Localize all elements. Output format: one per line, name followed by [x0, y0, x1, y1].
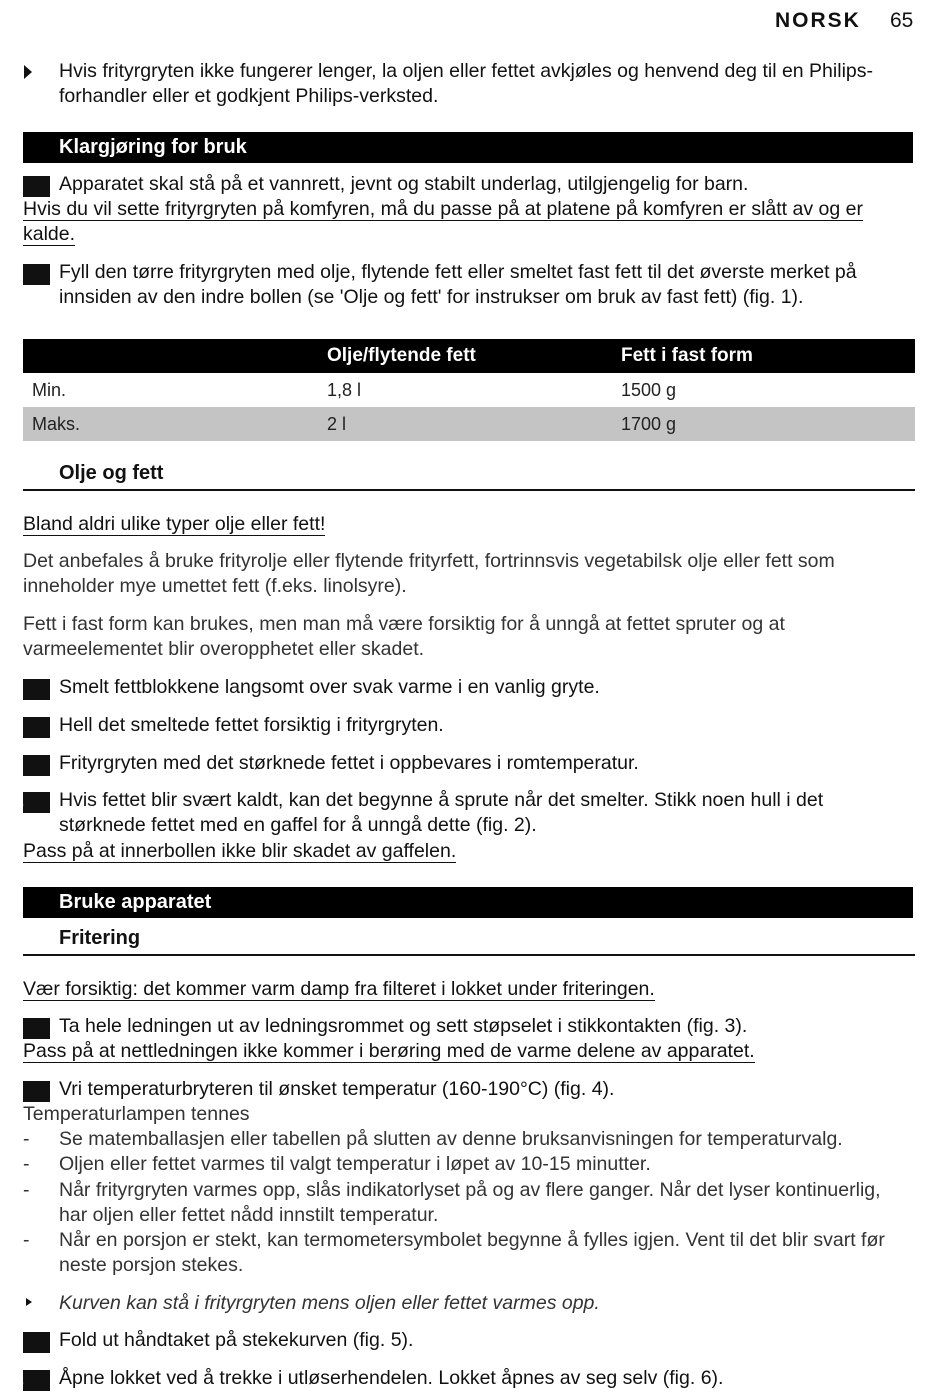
tip-icon: [26, 1298, 32, 1306]
bullet-icon: [24, 65, 32, 79]
step-number: 2: [23, 717, 50, 738]
page-number: 65: [890, 9, 914, 32]
section-heading-use: Bruke apparatet: [23, 887, 913, 918]
table-cell: 1,8 l: [327, 380, 362, 400]
step-text: Åpne lokket ved å trekke i utløserhendelen. Lokket åpnes av seg selv (fig. 6).: [59, 1367, 724, 1389]
warning-stove: Hvis du vil sette frityrgryten på komfyren, må du passe på at platene på komfyren er slått av og er kalde.: [23, 198, 863, 245]
warning-steam: Vær forsiktig: det kommer varm damp fra filteret i lokket under friteringen.: [23, 978, 655, 1000]
table-header-row: [23, 339, 915, 373]
step-number: 4: [23, 792, 50, 813]
use-step-2: [13, 1077, 913, 1102]
step-text: Hell det smeltede fettet forsiktig i frityrgryten.: [59, 714, 444, 736]
heading-rule: [23, 954, 915, 956]
step-text: Ta hele ledningen ut av ledningsrommet og sett støpselet i stikkontakten (fig. 3).: [59, 1015, 748, 1037]
table-cell: Min.: [32, 380, 67, 400]
use-step-1: [13, 1014, 913, 1039]
table-header-cell: Fett i fast form: [621, 345, 753, 366]
step-number: 2: [23, 264, 50, 285]
dash-item: Se matemballasjen eller tabellen på slutten av denne bruksanvisningen for temperaturvalg.: [59, 1128, 843, 1150]
step-number: 2: [23, 1081, 50, 1102]
dash-marker: -: [23, 1229, 30, 1251]
step-number: 3: [23, 755, 50, 776]
oil-quantity-table: [23, 339, 915, 441]
table-cell: Maks.: [32, 414, 81, 434]
subheading-oil-fat: Olje og fett: [59, 462, 164, 484]
step-number: 1: [23, 1018, 50, 1039]
fat-step-4: [13, 788, 913, 838]
fat-step-2: [13, 713, 913, 738]
use-step-4: [13, 1366, 913, 1391]
step-number: 4: [23, 1370, 50, 1391]
table-row: [23, 407, 915, 441]
table-cell: 2 l: [327, 414, 347, 434]
dash-marker: -: [23, 1153, 30, 1175]
intro-bullet-text: Hvis frityrgryten ikke fungerer lenger, la oljen eller fettet avkjøles og henvend deg til en Philips-forhandler eller et godkjent Philips-verksted.: [59, 60, 873, 107]
table-cell: 1500 g: [621, 380, 677, 400]
warning-fork: Pass på at innerbollen ikke blir skadet av gaffelen.: [23, 840, 457, 862]
section-heading-preparation: Klargjøring for bruk: [23, 132, 913, 163]
step-text: Hvis fettet blir svært kaldt, kan det begynne å sprute når det smelter. Stikk noen hull i det størknede fettet med en gaffel for å unngå dette (fig. 2).: [59, 789, 824, 836]
warning-cord: Pass på at nettledningen ikke kommer i berøring med de varme delene av apparatet.: [23, 1040, 755, 1062]
dash-item: Oljen eller fettet varmes til valgt temperatur i løpet av 10-15 minutter.: [59, 1153, 651, 1175]
prep-step-1: [13, 172, 913, 197]
step-number: 1: [23, 176, 50, 197]
step-text: Apparatet skal stå på et vannrett, jevnt og stabilt underlag, utilgjengelig for barn.: [59, 173, 749, 195]
step-text: Smelt fettblokkene langsomt over svak varme i en vanlig gryte.: [59, 676, 600, 698]
step-number: 3: [23, 1332, 50, 1353]
dash-marker: -: [23, 1179, 30, 1201]
warning-mix: Bland aldri ulike typer olje eller fett!: [23, 513, 326, 535]
step-text: Fold ut håndtaket på stekekurven (fig. 5).: [59, 1329, 414, 1351]
table-header-cell: Olje/flytende fett: [327, 345, 476, 366]
dash-item: Når frityrgryten varmes opp, slås indikatorlyset på og av flere ganger. Når det lyser kontinuerlig, har oljen eller fettet nådd innstilt temperatur.: [59, 1179, 881, 1226]
lamp-text: Temperaturlampen tennes: [23, 1103, 250, 1125]
dash-marker: -: [23, 1128, 30, 1150]
paragraph-solid-fat: Fett i fast form kan brukes, men man må være forsiktig for å unngå at fettet spruter og at varmeelementet blir overopphetet eller skadet.: [23, 613, 785, 660]
heading-rule: [23, 489, 915, 491]
tip-text: Kurven kan stå i frityrgryten mens oljen eller fettet varmes opp.: [59, 1292, 600, 1314]
step-text: Frityrgryten med det størknede fettet i oppbevares i romtemperatur.: [59, 752, 639, 774]
table-cell: 1700 g: [621, 414, 677, 434]
header-language: NORSK: [775, 9, 861, 32]
use-step-3: [13, 1328, 913, 1353]
step-number: 1: [23, 679, 50, 700]
paragraph-oil: Det anbefales å bruke frityrolje eller flytende frityrfett, fortrinnsvis vegetabilsk olje eller fett som inneholder mye umettet fett (f.eks. linolsyre).: [23, 550, 835, 597]
prep-step-2: [13, 260, 913, 310]
fat-step-1: [13, 675, 913, 700]
table-row: [23, 373, 915, 407]
step-text: Vri temperaturbryteren til ønsket temperatur (160-190°C) (fig. 4).: [59, 1078, 615, 1100]
subheading-frying: Fritering: [59, 927, 141, 949]
fat-step-3: [13, 751, 913, 776]
dash-item: Når en porsjon er stekt, kan termometersymbolet begynne å fylles igjen. Vent til det blir svart før neste porsjon stekes.: [59, 1229, 885, 1276]
step-text: Fyll den tørre frityrgryten med olje, flytende fett eller smeltet fast fett til det øverste merket på innsiden av den indre bollen (se 'Olje og fett' for instrukser om bruk av fast fett) (fig. 1).: [59, 261, 857, 308]
